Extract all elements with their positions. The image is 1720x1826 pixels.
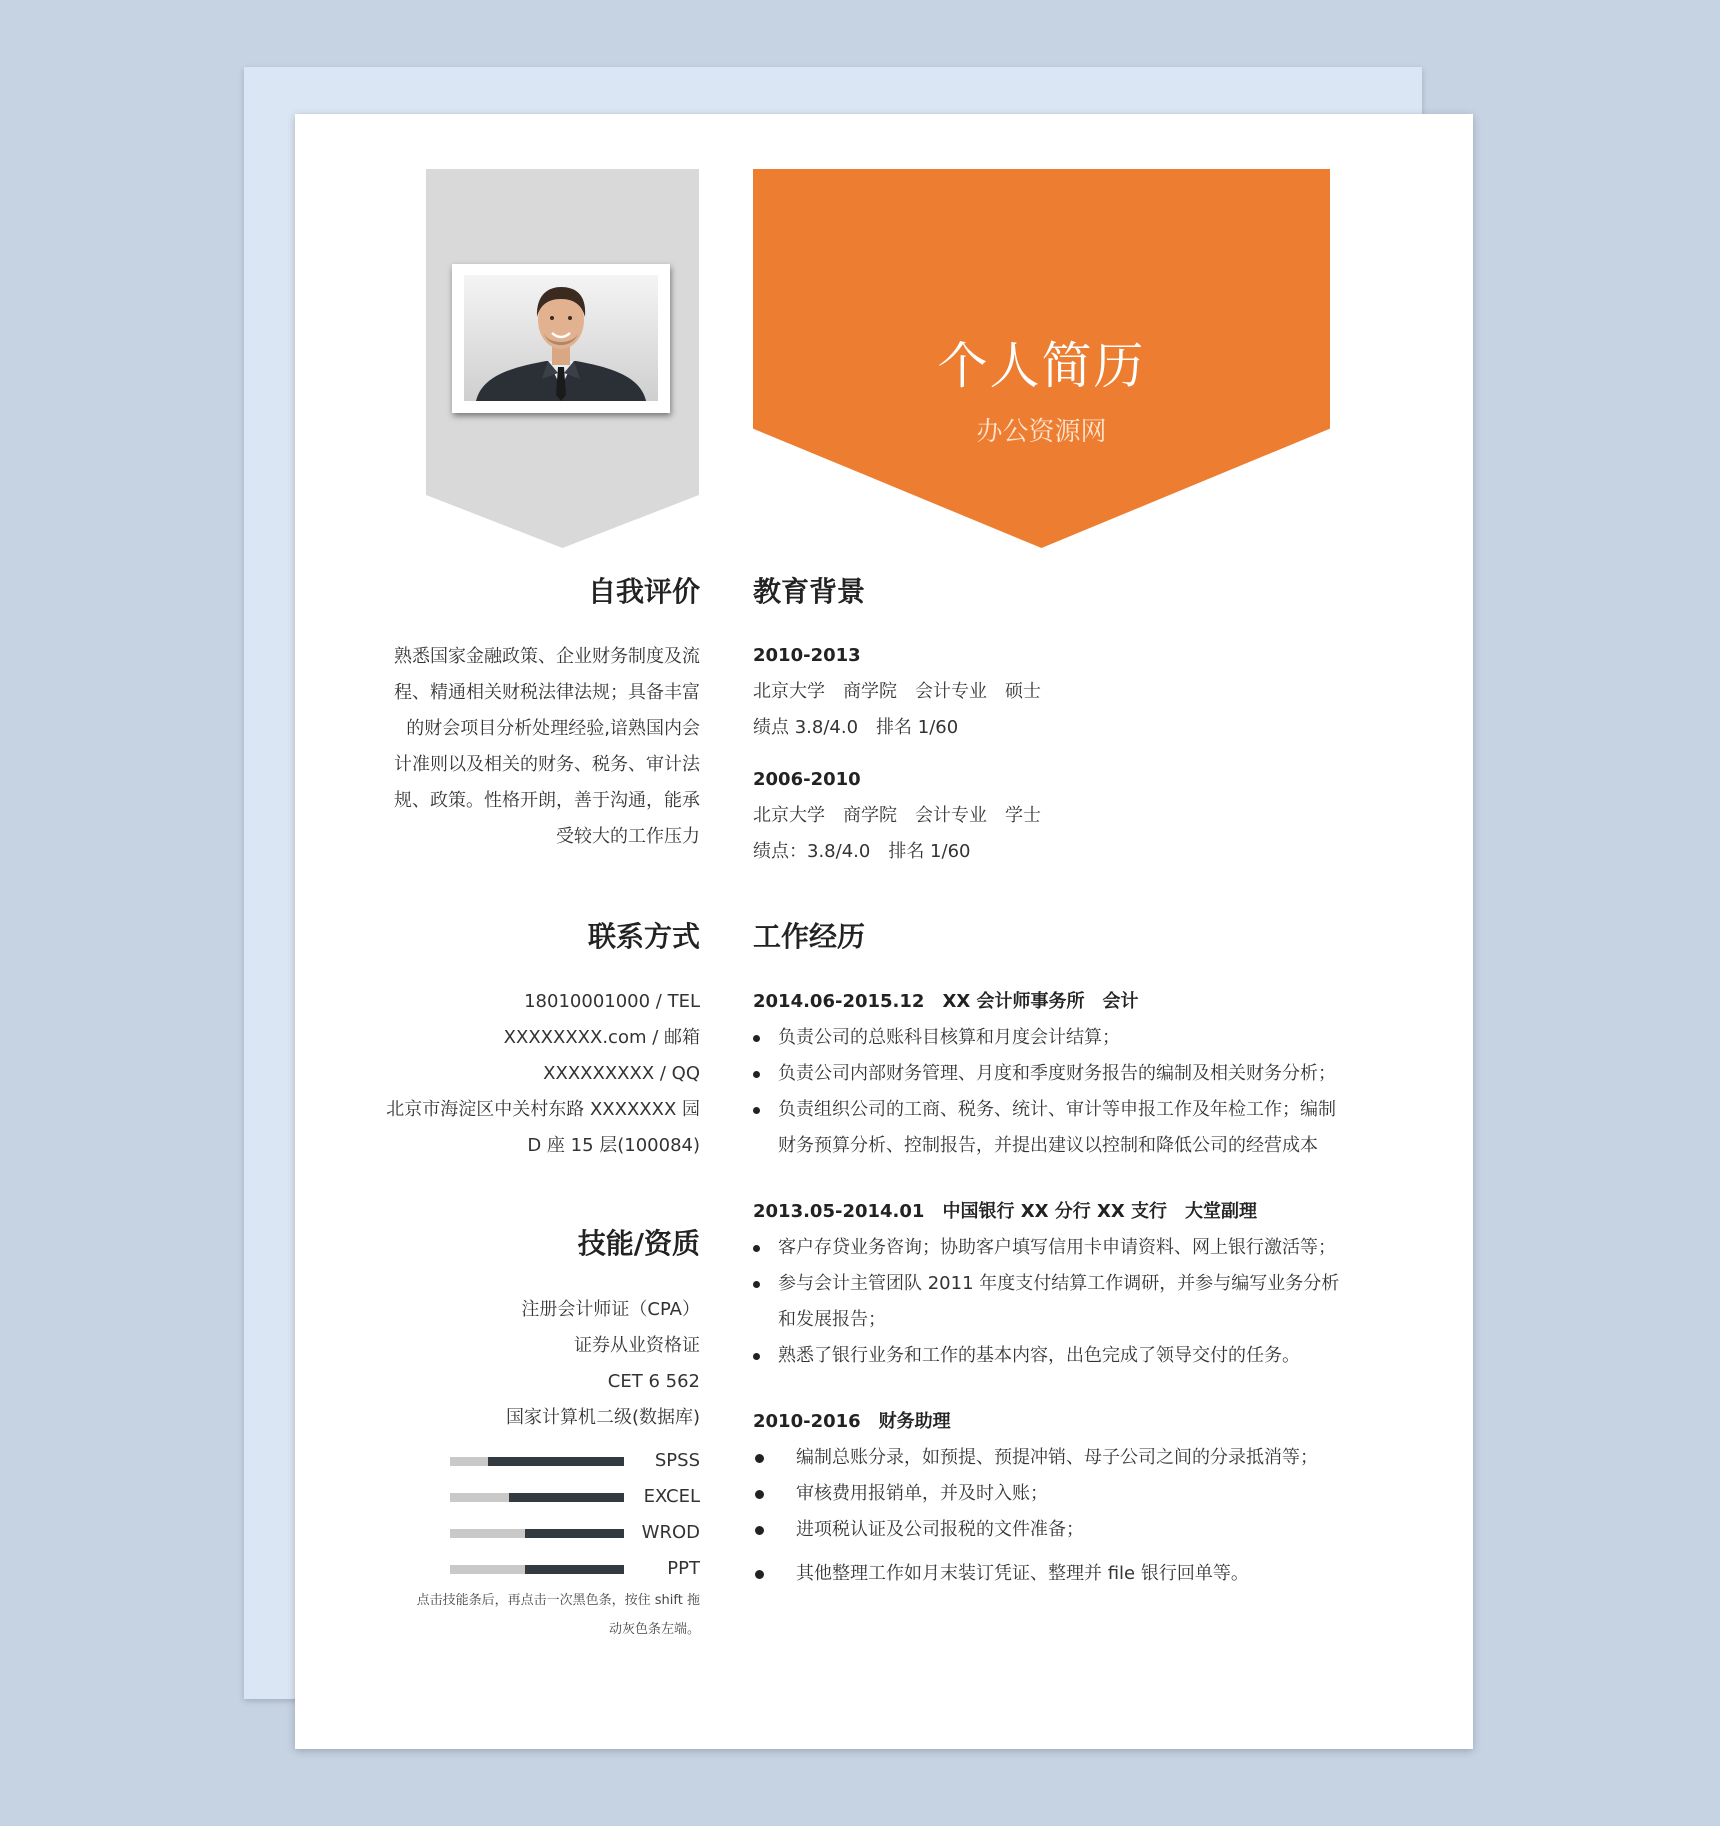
self-eval-line: 计准则以及相关的财务、税务、审计法 — [394, 754, 700, 775]
self-eval-line: 熟悉国家金融政策、企业财务制度及流 — [394, 646, 700, 667]
edu-major: 会计专业 — [915, 681, 987, 702]
edu-period: 2010-2013 — [753, 645, 861, 666]
edu-school: 北京大学 — [753, 681, 825, 702]
edu-rank: 排名 1/60 — [888, 841, 971, 862]
job-header — [753, 1404, 951, 1440]
bullet-icon — [755, 1570, 764, 1579]
job-company: 中国银行 XX 分行 XX 支行 — [942, 1201, 1168, 1222]
job-header — [753, 1194, 1257, 1230]
cert-item: 注册会计师证（CPA） — [521, 1299, 700, 1320]
self-eval-line: 规、政策。性格开朗，善于沟通，能承 — [394, 790, 700, 811]
job-role: 会计 — [1102, 991, 1139, 1012]
bullet-icon — [753, 1281, 760, 1288]
edu-score — [753, 834, 970, 870]
cert-item: CET 6 562 — [607, 1371, 700, 1392]
skill-bar-excel[interactable] — [450, 1493, 624, 1502]
bullet-icon — [753, 1035, 760, 1042]
self-eval-line: 程、精通相关财税法律法规；具备丰富 — [394, 682, 700, 703]
skill-label: PPT — [667, 1558, 700, 1579]
skill-label: SPSS — [654, 1450, 700, 1471]
contact-address-2: D 座 15 层(100084) — [527, 1135, 700, 1156]
contact-qq: XXXXXXXXX / QQ — [543, 1063, 700, 1084]
job-company: XX 会计师事务所 — [942, 991, 1085, 1012]
job-period: 2014.06-2015.12 — [753, 991, 925, 1012]
edu-school: 北京大学 — [753, 805, 825, 826]
edu-degree: 学士 — [1005, 805, 1041, 826]
job-period: 2013.05-2014.01 — [753, 1201, 925, 1222]
bullet-icon — [755, 1526, 764, 1535]
self-eval-line: 的财会项目分析处理经验,谙熟国内会 — [406, 718, 700, 739]
edu-period: 2006-2010 — [753, 769, 861, 790]
self-eval-line: 受较大的工作压力 — [556, 826, 700, 847]
edu-college: 商学院 — [843, 805, 897, 826]
skill-bar-spss[interactable] — [450, 1457, 624, 1466]
bullet-icon — [753, 1107, 760, 1114]
work-heading: 工作经历 — [753, 920, 866, 953]
contact-email: XXXXXXXX.com / 邮箱 — [503, 1027, 700, 1048]
edu-score — [753, 710, 958, 746]
person-portrait-icon — [464, 275, 658, 401]
avatar — [464, 275, 658, 401]
edu-major: 会计专业 — [915, 805, 987, 826]
cert-item: 国家计算机二级(数据库) — [505, 1407, 700, 1428]
cert-item: 证券从业资格证 — [574, 1335, 700, 1356]
resume-page: 个人简历 办公资源网 自我评价 熟悉国家金融政策、企业财务制度及流 程、精通相关财税法律法规；具备丰富 的财会项目分析处理经验,谙熟国内会 计准则以及相关的财务、税务、审计法 规、政策。性格开朗，善于沟通，能承 受较大的工作压力 联系方式 18010001000 / TEL XXXXXXXX.com / 邮箱 XXXXXXXXX / QQ 北京市海淀区中关村东路 XXXXXXX 园 D 座 15 层(100084) 技能/资质 注册会计师证（CPA） 证券从业资格证 CET 6 562 国家计算机二级(数据库) SPSS EXCEL WROD PPT 点击技能条后，再点击一次黑色条，按住 shift 拖 动灰色条左端。 教育背景 2010-2013 北京大学 商学院 会计专业 硕士 绩点 3.8/4.0 排名 1/60 2006-2010 北京大学 商学院 会计专业 学士 绩点：3.8/4.0 排名 1/60 工作经历 2014.06-2015.12 XX 会计师事务所 会计 负责公司的总账科目核算和月度会计结算； 负责公司内部财务管理、月度和季度财务报告的编制及相关财务分析； 负责组织公司的工商、税务、统计、审计等申报工作及年检工作；编制 财务预算分析、控制报告，并提出建议以控制和降低公司的经营成本 2013.05-2014.01 中国银行 XX 分行 XX 支行 大堂副理 客户存贷业务咨询；协助客户填写信用卡申请资料、网上银行激活等； 参与会计主管团队 2011 年度支付结算工作调研，并参与编写业务分析 和发展报告； 熟悉了银行业务和工作的基本内容，出色完成了领导交付的任务。 2010-2016 财务助理 编制总账分录，如预提、预提冲销、母子公司之间的分录抵消等； 审核费用报销单，并及时入账； 进项税认证及公司报税的文件准备； 其他整理工作如月末装订凭证、整理并 file 银行回单等。 — [295, 114, 1473, 1749]
bullet-icon — [753, 1245, 760, 1252]
skill-label: EXCEL — [643, 1486, 700, 1507]
bullet-icon — [755, 1490, 764, 1499]
skill-bar-wrod[interactable] — [450, 1529, 624, 1538]
contact-address: 北京市海淀区中关村东路 XXXXXXX 园 — [386, 1099, 700, 1120]
skill-label: WROD — [641, 1522, 700, 1543]
job-period: 2010-2016 — [753, 1411, 861, 1432]
self-eval-heading: 自我评价 — [587, 575, 700, 608]
skill-note-line: 点击技能条后，再点击一次黑色条，按住 shift 拖 — [416, 1593, 700, 1608]
education-heading: 教育背景 — [753, 575, 866, 608]
bullet-icon — [753, 1353, 760, 1360]
bullet-icon — [753, 1071, 760, 1078]
job-role: 财务助理 — [878, 1411, 951, 1432]
skill-note-line: 动灰色条左端。 — [608, 1622, 700, 1637]
edu-gpa: 绩点 3.8/4.0 — [753, 717, 859, 738]
edu-college: 商学院 — [843, 681, 897, 702]
job-header — [753, 984, 1138, 1020]
edu-detail — [753, 798, 1041, 834]
edu-detail — [753, 674, 1041, 710]
contact-heading: 联系方式 — [587, 920, 700, 953]
edu-gpa: 绩点：3.8/4.0 — [753, 841, 871, 862]
edu-degree: 硕士 — [1005, 681, 1041, 702]
resume-title: 个人简历 — [937, 337, 1146, 395]
job-role: 大堂副理 — [1185, 1201, 1258, 1222]
contact-phone: 18010001000 / TEL — [524, 991, 700, 1012]
photo-frame — [452, 264, 670, 413]
bullet-icon — [755, 1454, 764, 1463]
skill-bar-ppt[interactable] — [450, 1565, 624, 1574]
resume-subtitle: 办公资源网 — [976, 417, 1107, 447]
skills-heading: 技能/资质 — [577, 1227, 700, 1260]
edu-rank: 排名 1/60 — [876, 717, 959, 738]
